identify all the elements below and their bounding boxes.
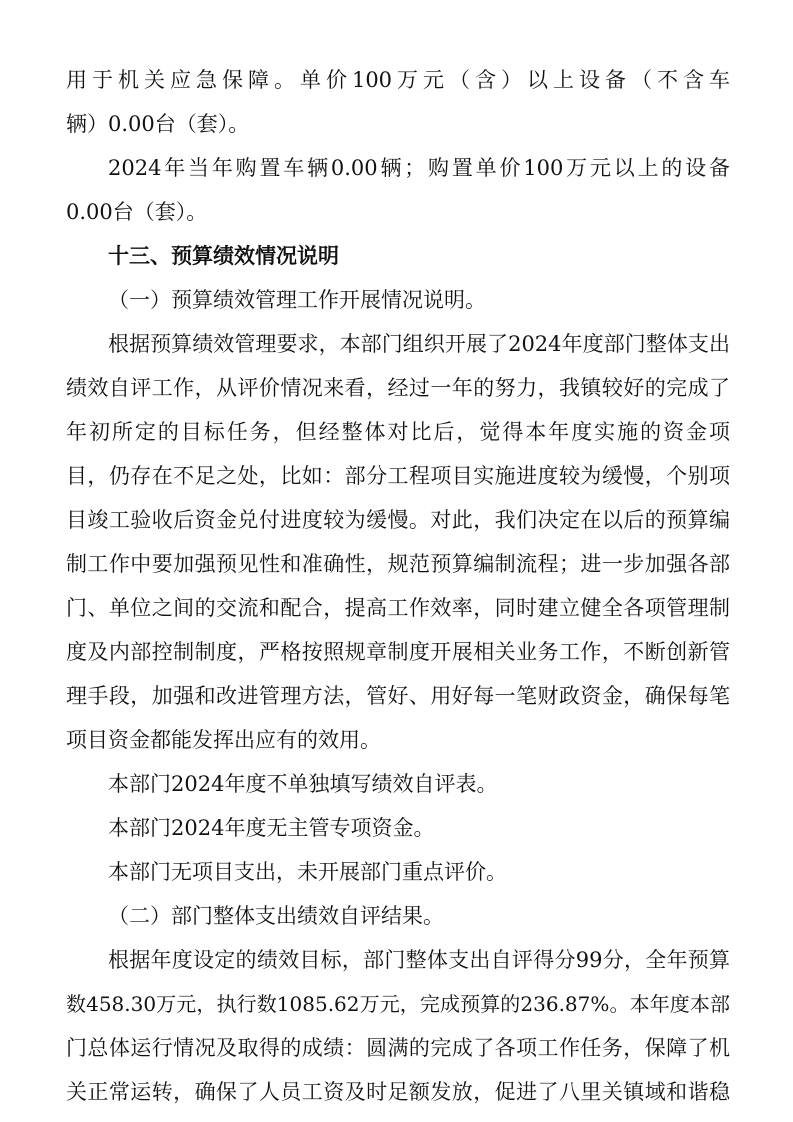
- section-heading: 十三、预算绩效情况说明: [108, 244, 339, 268]
- text-line: 2024年当年购置车辆0.00辆；购置单价100万元以上的设备: [108, 156, 730, 180]
- document-body: [66, 58, 730, 1114]
- text-line: 0.00台（套）。: [66, 200, 208, 224]
- text-line: 关正常运转，确保了人员工资及时足额发放，促进了八里关镇域和谐稳: [66, 1080, 730, 1104]
- text-line: 度及内部控制制度，严格按照规章制度开展相关业务工作，不断创新管: [66, 640, 730, 664]
- text-line: 目，仍存在不足之处，比如：部分工程项目实施进度较为缓慢，个别项: [66, 464, 730, 488]
- text-line: 本部门无项目支出，未开展部门重点评价。: [108, 860, 507, 884]
- text-line: 本部门2024年度无主管专项资金。: [108, 816, 435, 840]
- text-line: 门总体运行情况及取得的成绩：圆满的完成了各项工作任务，保障了机: [66, 1036, 730, 1060]
- text-line: 门、单位之间的交流和配合，提高工作效率，同时建立健全各项管理制: [66, 596, 730, 620]
- subsection-heading: （一）预算绩效管理工作开展情况说明。: [108, 288, 486, 312]
- text-line: 绩效自评工作，从评价情况来看，经过一年的努力，我镇较好的完成了: [66, 376, 730, 400]
- text-line: 理手段，加强和改进管理方法，管好、用好每一笔财政资金，确保每笔: [66, 684, 730, 708]
- text-line: 根据预算绩效管理要求，本部门组织开展了2024年度部门整体支出: [108, 332, 730, 356]
- text-line: 辆）0.00台（套）。: [66, 112, 250, 136]
- text-line: 项目资金都能发挥出应有的效用。: [66, 728, 381, 752]
- text-line: 根据年度设定的绩效目标，部门整体支出自评得分99分，全年预算: [108, 948, 730, 972]
- text-line: 数458.30万元，执行数1085.62万元，完成预算的236.87%。本年度本部: [66, 992, 730, 1016]
- text-line: 目竣工验收后资金兑付进度较为缓慢。对此，我们决定在以后的预算编: [66, 508, 730, 532]
- text-line: 年初所定的目标任务，但经整体对比后，觉得本年度实施的资金项: [66, 420, 730, 444]
- text-line: 制工作中要加强预见性和准确性，规范预算编制流程；进一步加强各部: [66, 552, 730, 576]
- text-line: 用于机关应急保障。单价100万元（含）以上设备（不含车: [66, 68, 730, 92]
- text-line: 本部门2024年度不单独填写绩效自评表。: [108, 772, 498, 796]
- subsection-heading: （二）部门整体支出绩效自评结果。: [108, 904, 444, 928]
